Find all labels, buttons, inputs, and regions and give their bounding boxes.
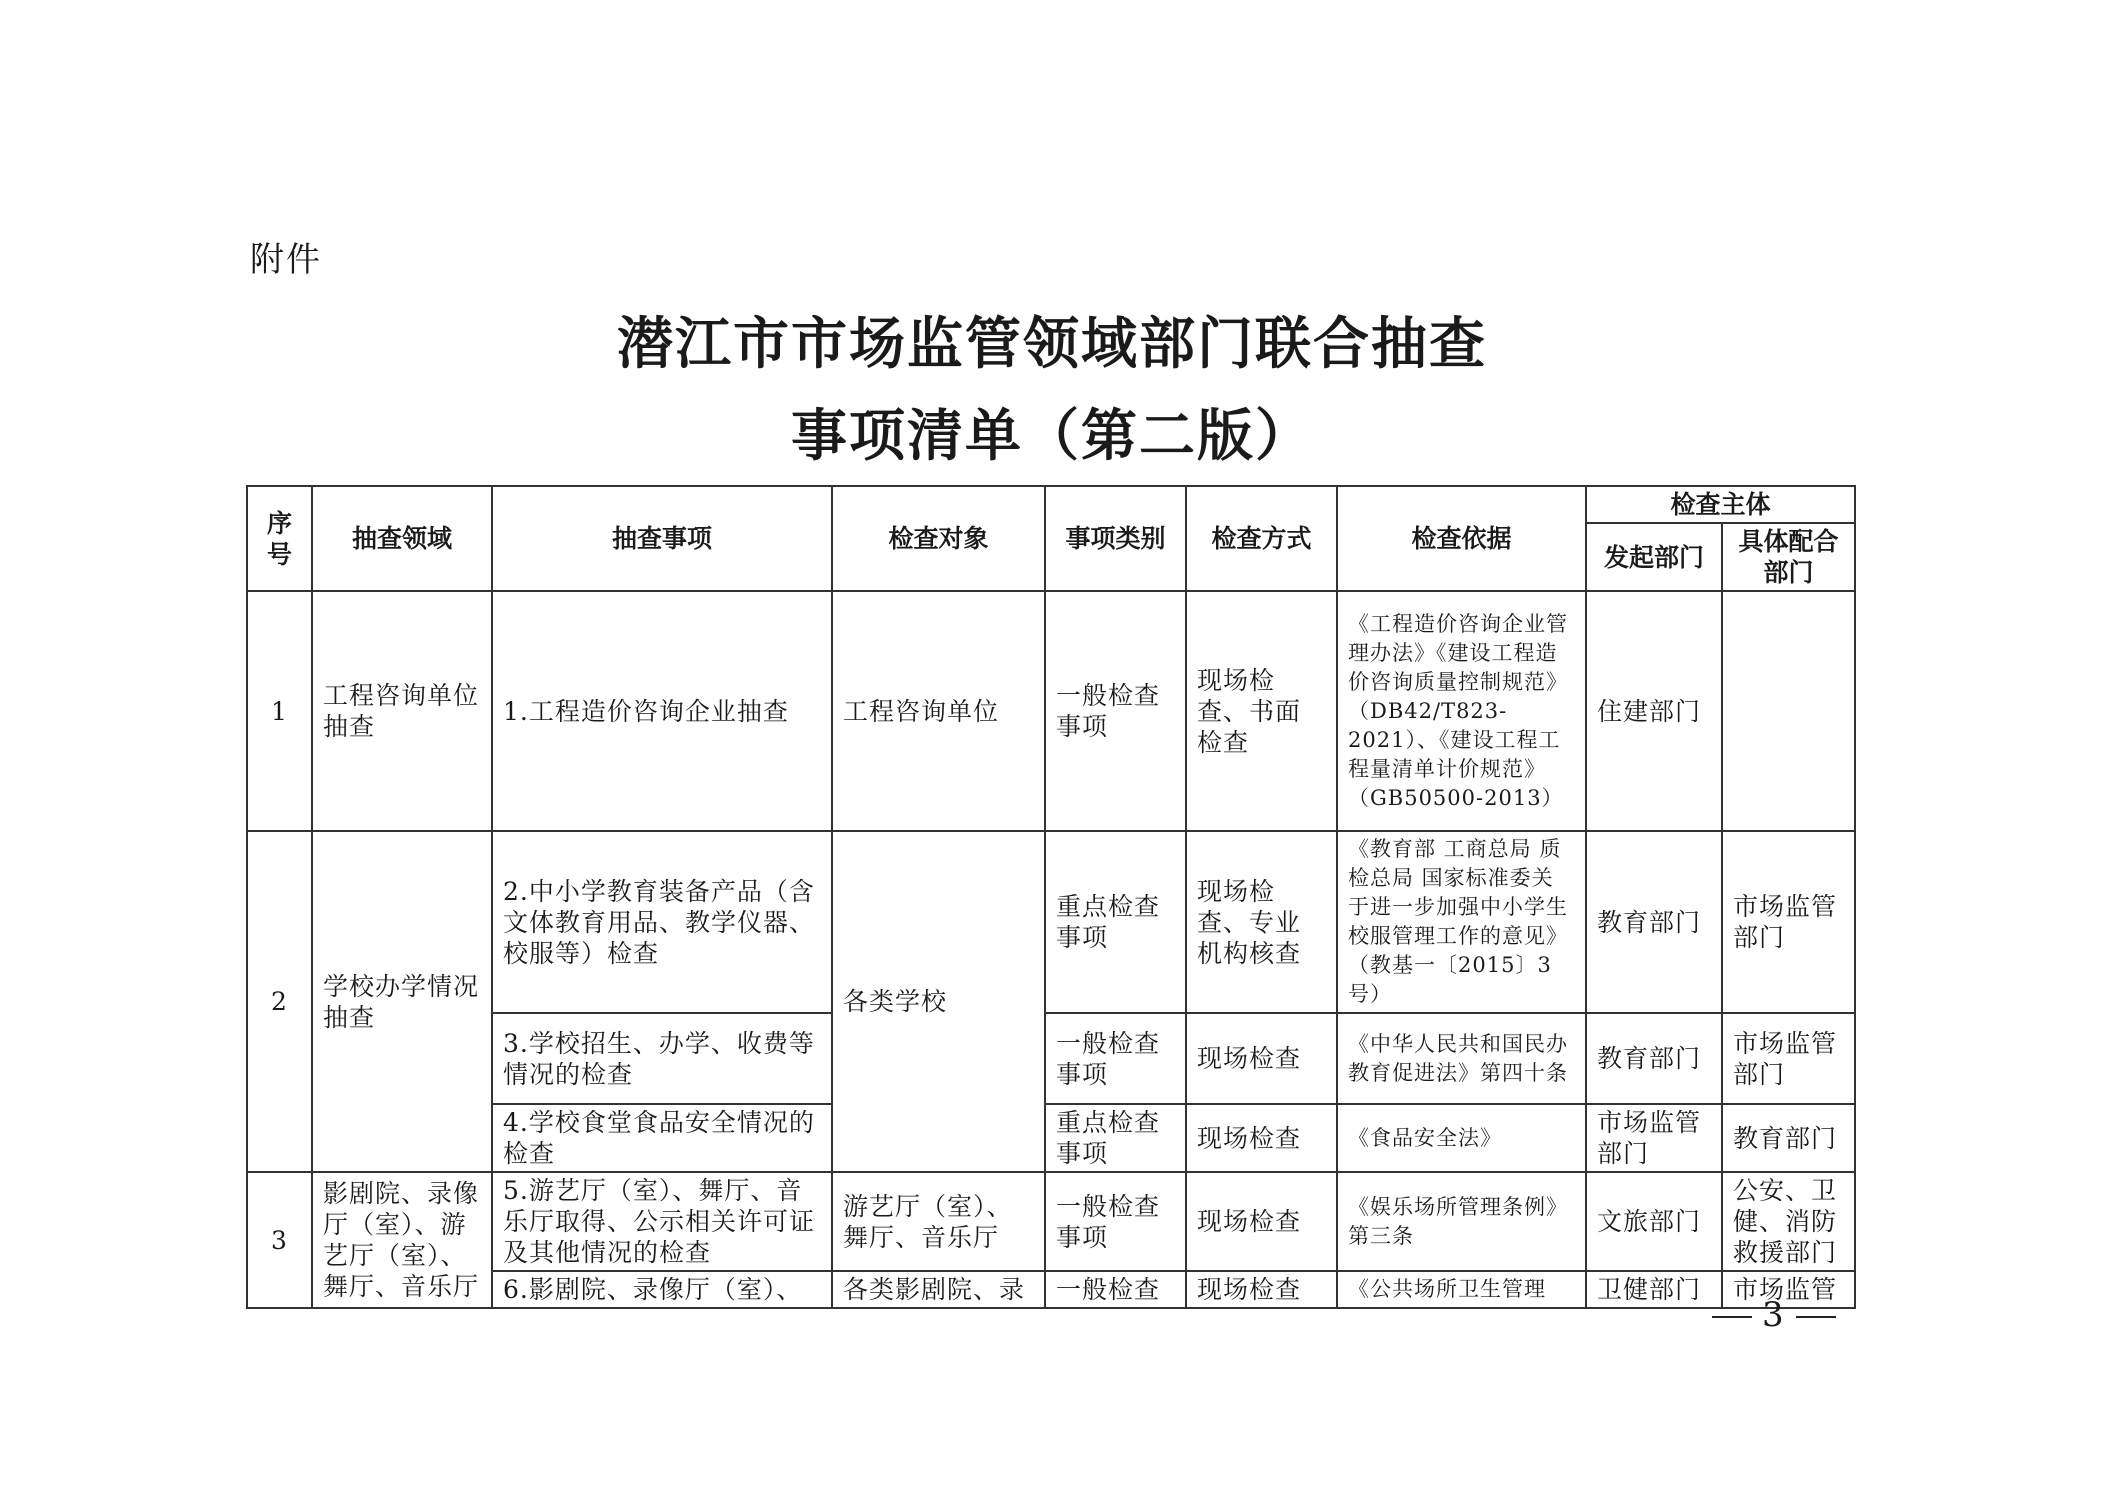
cell-initiator: 教育部门	[1586, 831, 1722, 1013]
page-dash-right	[1796, 1316, 1836, 1318]
cell-basis: 《教育部 工商总局 质检总局 国家标准委关于进一步加强中小学生校服管理工作的意见》（教基一〔2015〕3号）	[1337, 831, 1586, 1013]
cell-item: 6.影剧院、录像厅（室）、	[492, 1271, 832, 1308]
cell-cooperator: 市场监管部门	[1722, 831, 1855, 1013]
cell-category: 一般检查事项	[1045, 591, 1186, 831]
header-cooperator: 具体配合部门	[1722, 523, 1855, 591]
cell-initiator: 住建部门	[1586, 591, 1722, 831]
cell-category: 一般检查事项	[1045, 1172, 1186, 1271]
cell-cooperator: 市场监管部门	[1722, 1013, 1855, 1104]
page-number-value: 3	[1762, 1295, 1786, 1335]
cell-object: 游艺厅（室）、舞厅、音乐厅	[832, 1172, 1045, 1271]
header-item: 抽查事项	[492, 486, 832, 591]
header-seq: 序号	[247, 486, 312, 591]
header-method: 检查方式	[1186, 486, 1337, 591]
header-object: 检查对象	[832, 486, 1045, 591]
cell-method: 现场检查	[1186, 1271, 1337, 1308]
header-initiator: 发起部门	[1586, 523, 1722, 591]
page-dash-left	[1712, 1316, 1752, 1318]
document-title-line-2: 事项清单（第二版）	[791, 403, 1313, 469]
cell-cooperator	[1722, 591, 1855, 831]
cell-seq: 3	[247, 1172, 312, 1308]
cell-method: 现场检查	[1186, 1013, 1337, 1104]
cell-initiator: 教育部门	[1586, 1013, 1722, 1104]
header-row-1	[247, 486, 1855, 523]
page-number	[1702, 1295, 1846, 1335]
cell-item: 5.游艺厅（室）、舞厅、音乐厅取得、公示相关许可证及其他情况的检查	[492, 1172, 832, 1271]
cell-item: 4.学校食堂食品安全情况的检查	[492, 1104, 832, 1172]
cell-basis: 《中华人民共和国民办教育促进法》第四十条	[1337, 1013, 1586, 1104]
cell-basis: 《工程造价咨询企业管理办法》《建设工程造价咨询质量控制规范》（DB42/T823-2021）、《建设工程工程量清单计价规范》（GB50500-2013）	[1337, 591, 1586, 831]
cell-object: 工程咨询单位	[832, 591, 1045, 831]
cell-item: 3.学校招生、办学、收费等情况的检查	[492, 1013, 832, 1104]
cell-category: 重点检查事项	[1045, 1104, 1186, 1172]
cell-item: 2.中小学教育装备产品（含文体教育用品、教学仪器、校服等）检查	[492, 831, 832, 1013]
header-category: 事项类别	[1045, 486, 1186, 591]
document-title-line-1: 潜江市市场监管领域部门联合抽查	[617, 311, 1487, 377]
cell-basis: 《食品安全法》	[1337, 1104, 1586, 1172]
cell-initiator: 文旅部门	[1586, 1172, 1722, 1271]
cell-cooperator: 教育部门	[1722, 1104, 1855, 1172]
cell-basis: 《公共场所卫生管理	[1337, 1271, 1586, 1308]
cell-initiator: 卫健部门	[1586, 1271, 1722, 1308]
cell-seq: 1	[247, 591, 312, 831]
table-row	[247, 1172, 1855, 1271]
cell-method: 现场检查、专业机构核查	[1186, 831, 1337, 1013]
cell-object: 各类影剧院、录	[832, 1271, 1045, 1308]
inspection-items-table	[246, 485, 1856, 1309]
header-basis: 检查依据	[1337, 486, 1586, 591]
cell-object: 各类学校	[832, 831, 1045, 1172]
cell-field: 影剧院、录像厅（室）、游艺厅（室）、舞厅、音乐厅	[312, 1172, 492, 1308]
table-row	[247, 591, 1855, 831]
cell-initiator: 市场监管部门	[1586, 1104, 1722, 1172]
cell-method: 现场检查、书面检查	[1186, 591, 1337, 831]
cell-field: 工程咨询单位抽查	[312, 591, 492, 831]
cell-method: 现场检查	[1186, 1172, 1337, 1271]
cell-category: 重点检查事项	[1045, 831, 1186, 1013]
cell-cooperator: 公安、卫健、消防救援部门	[1722, 1172, 1855, 1271]
table-row	[247, 831, 1855, 1013]
cell-field: 学校办学情况抽查	[312, 831, 492, 1172]
cell-category: 一般检查	[1045, 1271, 1186, 1308]
cell-basis: 《娱乐场所管理条例》第三条	[1337, 1172, 1586, 1271]
cell-cooperator: 市场监管	[1722, 1271, 1855, 1308]
header-field: 抽查领域	[312, 486, 492, 591]
cell-method: 现场检查	[1186, 1104, 1337, 1172]
cell-seq: 2	[247, 831, 312, 1172]
cell-item: 1.工程造价咨询企业抽查	[492, 591, 832, 831]
attachment-label: 附件	[250, 240, 322, 280]
header-subject: 检查主体	[1586, 486, 1855, 523]
cell-category: 一般检查事项	[1045, 1013, 1186, 1104]
